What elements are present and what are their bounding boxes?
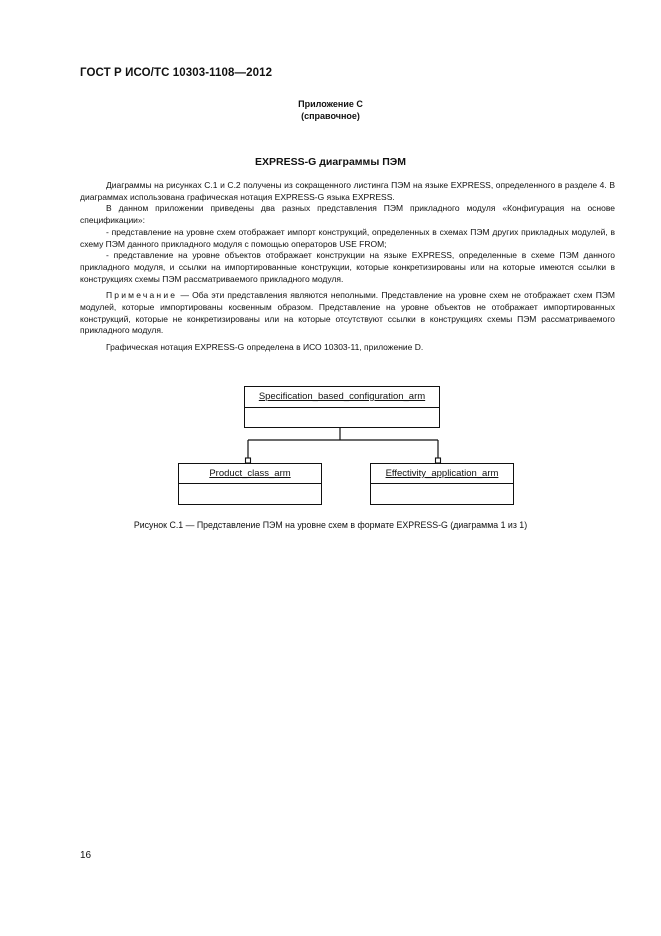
schema-name-right: Effectivity_application_arm bbox=[371, 464, 513, 484]
paragraph-5: Графическая нотация EXPRESS-G определена в ИСО 10303-11, приложение D. bbox=[106, 342, 424, 353]
schema-box-right bbox=[370, 463, 514, 505]
annex-label: Приложение С bbox=[298, 99, 363, 109]
schema-name-left: Product_class_arm bbox=[179, 464, 321, 484]
paragraph-2: В данном приложении приведены два разных представления ПЭМ прикладного модуля «Конфигурация на основе спецификации»: bbox=[80, 203, 615, 226]
paragraph-3: - представление на уровне схем отображает импорт конструкций, определенных в схемах ПЭМ других прикладных модулей, в схему ПЭМ данного прикладного модуля с помощью операторов USE FROM; bbox=[80, 226, 615, 249]
section-title: EXPRESS-G диаграммы ПЭМ bbox=[255, 156, 406, 168]
figure-caption: Рисунок С.1 — Представление ПЭМ на уровне схем в формате EXPRESS-G (диаграмма 1 из 1) bbox=[133, 520, 528, 530]
note-label: Примечание bbox=[106, 290, 178, 301]
annex-kind: (справочное) bbox=[301, 111, 360, 121]
paragraph-4: - представление на уровне объектов отображает конструкции на языке EXPRESS, определенные в схеме ПЭМ данного прикладного модуля, и ссылки на импортированные конструкции, которые конкретизированы или на которые имеются ссылки в конструкциях схемы ПЭМ рассматриваемого прикладного модуля. bbox=[80, 250, 615, 284]
paragraph-1: Диаграммы на рисунках С.1 и С.2 получены из сокращенного листинга ПЭМ на языке EXPRESS, определенного в разделе 4. В диаграммах использована графическая нотация EXPRESS-G языка EXPRESS. bbox=[80, 180, 615, 202]
schema-box-left bbox=[178, 463, 322, 505]
note-text: — Оба эти представления являются неполными. Представление на уровне схем не отображает схем ПЭМ модулей, которые импортированы косвенным образом. Представление на уровне объектов не отображает импортированных конструкций, которые не конкретизированы или на которые отсутствуют ссылки в конструкциях схемы ПЭМ рассматриваемого прикладного модуля. bbox=[80, 290, 615, 336]
page-number: 16 bbox=[80, 850, 92, 861]
document-header: ГОСТ Р ИСО/ТС 10303-1108—2012 bbox=[80, 67, 273, 79]
schema-name-top: Specification_based_configuration_arm bbox=[245, 387, 439, 408]
schema-box-top bbox=[244, 386, 440, 428]
